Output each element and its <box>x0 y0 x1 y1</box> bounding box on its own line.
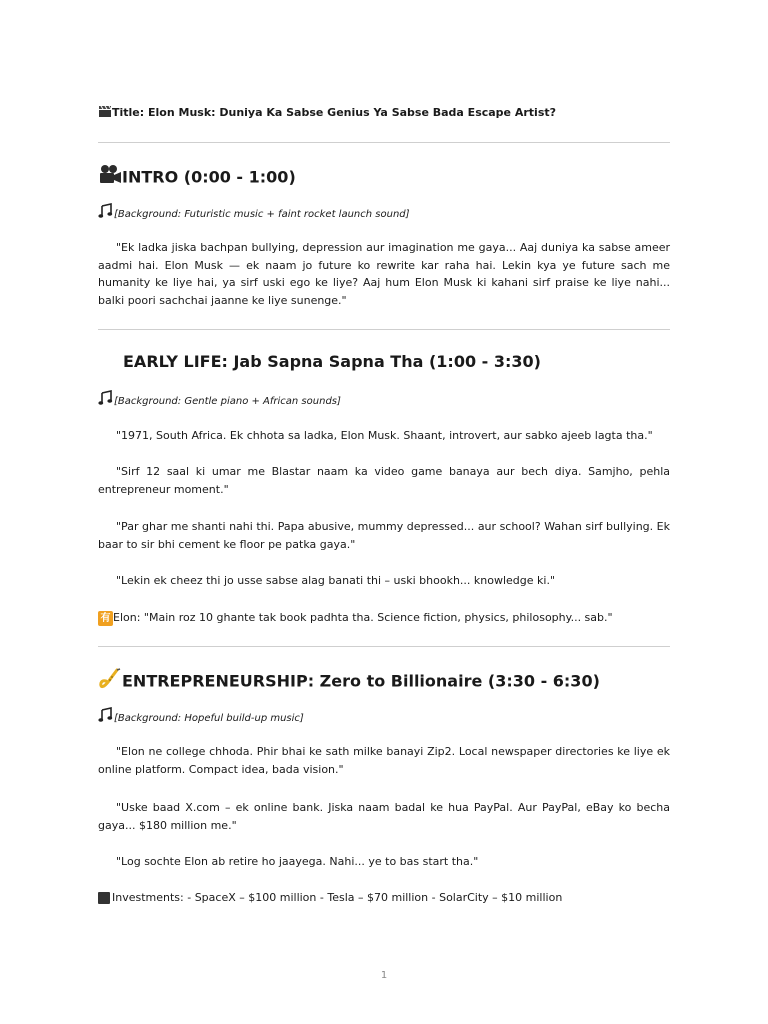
entrepreneurship-paragraph: "Elon ne college chhoda. Phir bhai ke sath milke banayi Zip2. Local newspaper directories ke liye ek online platform. Compact idea, bada vision." <box>98 745 670 776</box>
movie-camera-icon <box>98 164 122 192</box>
entrepreneurship-background-text: [Background: Hopeful build-up music] <box>114 713 304 724</box>
intro-paragraph: "Ek ladka jiska bachpan bullying, depression aur imagination me gaya... Aaj duniya ka sabse ameer aadmi hai. Elon Musk — ek naam jo future ko rewrite kar raha hai. Lekin kya ye future sach me humanity ke liye hai, ya sirf uski ego ke liye? Aaj hum Elon Musk ki kahani sirf praise ke liye nahi... balki poori sachchai jaanne ke liye sunenge." <box>98 241 670 308</box>
divider <box>98 646 670 647</box>
entrepreneurship-heading-text: ENTREPRENEURSHIP: Zero to Billionaire (3:30 - 6:30) <box>122 671 600 691</box>
divider <box>98 142 670 143</box>
intro-background-note <box>98 203 410 225</box>
early-life-background-note <box>98 390 341 412</box>
clapperboard-icon <box>98 105 112 121</box>
early-life-heading-text: EARLY LIFE: Jab Sapna Sapna Tha (1:00 - 3:30) <box>123 352 541 371</box>
intro-background-text: [Background: Futuristic music + faint rocket launch sound] <box>114 209 410 220</box>
title-text: Title: Elon Musk: Duniya Ka Sabse Genius Ya Sabse Bada Escape Artist? <box>112 106 557 119</box>
saxophone-icon <box>98 668 122 696</box>
entrepreneurship-background-note <box>98 707 304 729</box>
early-life-paragraph: "Lekin ek cheez thi jo usse sabse alag banati thi – uski bhookh... knowledge ki." <box>116 574 556 587</box>
title-line <box>98 105 556 121</box>
intro-heading-text: INTRO (0:00 - 1:00) <box>122 167 296 187</box>
entrepreneurship-heading <box>98 668 600 696</box>
early-life-background-text: [Background: Gentle piano + African sounds] <box>114 396 341 407</box>
music-note-icon <box>98 390 114 412</box>
elon-quote: 有 Elon: "Main roz 10 ghante tak book padhta tha. Science fiction, physics, philosophy... sab." <box>98 609 670 627</box>
black-square-icon <box>98 892 110 904</box>
intro-heading <box>98 164 296 192</box>
music-note-icon <box>98 707 114 729</box>
early-life-paragraph: "1971, South Africa. Ek chhota sa ladka, Elon Musk. Shaant, introvert, aur sabko ajeeb lagta tha." <box>116 429 653 442</box>
early-life-paragraph: "Sirf 12 saal ki umar me Blastar naam ka video game banaya aur bech diya. Samjho, pehla entrepreneur moment." <box>98 465 670 496</box>
early-life-heading <box>123 351 541 373</box>
entrepreneurship-paragraph: "Uske baad X.com – ek online bank. Jiska naam badal ke hua PayPal. Aur PayPal, eBay ko becha gaya... $180 million me." <box>98 801 670 832</box>
divider <box>98 329 670 330</box>
early-life-paragraph: "Par ghar me shanti nahi thi. Papa abusive, mummy depressed... aur school? Wahan sirf bullying. Ek baar to sir bhi cement ke floor pe patka gaya." <box>98 520 670 551</box>
entrepreneurship-paragraph: "Log sochte Elon ab retire ho jaayega. Nahi... ye to bas start tha." <box>116 855 479 868</box>
investments-line: Investments: - SpaceX – $100 million - Tesla – $70 million - SolarCity – $10 million <box>98 889 670 907</box>
page-number: 1 <box>380 970 388 981</box>
music-note-icon <box>98 203 114 225</box>
badge-icon: 有 <box>98 611 113 626</box>
